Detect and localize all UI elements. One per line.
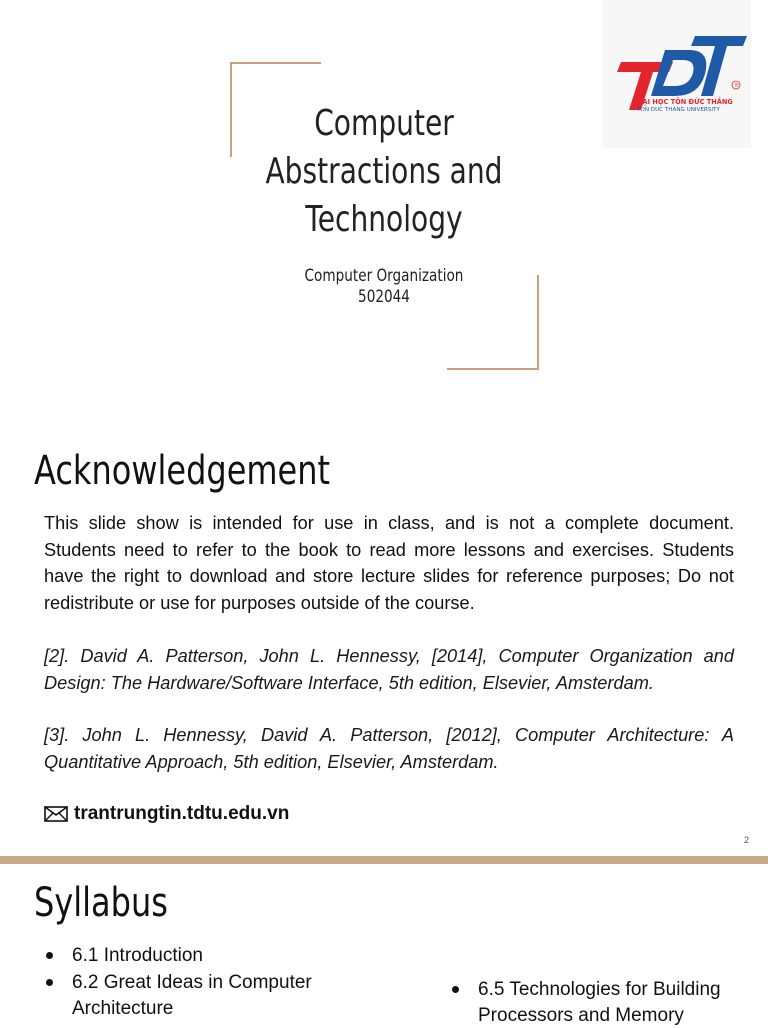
title-line-3: Technology — [305, 199, 463, 240]
logo-line-1: ĐẠI HỌC TÔN ĐỨC THẮNG — [637, 98, 733, 106]
logo-line-2: TON DUC THANG UNIVERSITY — [637, 107, 720, 113]
course-subtitle — [230, 266, 538, 308]
syllabus-item-6-2: 6.2 Great Ideas in Computer — [72, 972, 312, 993]
title-line-2: Abstractions and — [265, 151, 503, 192]
bullet-dot — [452, 986, 459, 993]
bracket-bottom-right-horizontal — [447, 368, 539, 370]
title-slide — [0, 0, 768, 420]
registered-mark: ® — [734, 83, 739, 89]
email-address[interactable]: trantrungtin.tdtu.edu.vn — [74, 803, 290, 824]
course-code: 502044 — [358, 287, 410, 307]
email-contact — [44, 801, 289, 827]
bracket-top-left-horizontal — [230, 62, 321, 64]
acknowledgement-heading: Acknowledgement — [34, 448, 331, 494]
acknowledgement-paragraph: This slide show is intended for use in class, and is not a complete document. Students need to refer to the book to read more lessons and exercises. Students have the right to download and store lecture slides for reference purposes; Do not redistribute or use for purposes outside of the course. — [44, 513, 734, 613]
tdt-logo-icon — [603, 0, 751, 148]
syllabus-item-6-1: 6.1 Introduction — [72, 945, 203, 966]
bullet-dot — [46, 979, 53, 986]
slide-divider — [0, 856, 768, 864]
syllabus-item-6-5-cont: Processors and Memory — [478, 1005, 684, 1026]
syllabus-item-6-2-cont: Architecture — [72, 998, 174, 1019]
envelope-icon — [44, 806, 68, 822]
slide-title — [230, 100, 538, 244]
bullet-dot — [46, 952, 53, 959]
syllabus-heading: Syllabus — [34, 880, 168, 926]
university-logo — [603, 0, 751, 148]
course-name: Computer Organization — [304, 266, 464, 286]
reference-3: [3]. John L. Hennessy, David A. Patterson, [2012], Computer Architecture: A Quantitative Approach, 5th edition, Elsevier, Amsterdam. — [44, 725, 734, 772]
reference-2: [2]. David A. Patterson, John L. Hennessy, [2014], Computer Organization and Design: The Hardware/Software Interface, 5th edition, Elsevier, Amsterdam. — [44, 646, 734, 693]
title-line-1: Computer — [314, 103, 454, 144]
syllabus-item-6-5: 6.5 Technologies for Building — [478, 979, 721, 1000]
page-number: 2 — [744, 835, 750, 845]
